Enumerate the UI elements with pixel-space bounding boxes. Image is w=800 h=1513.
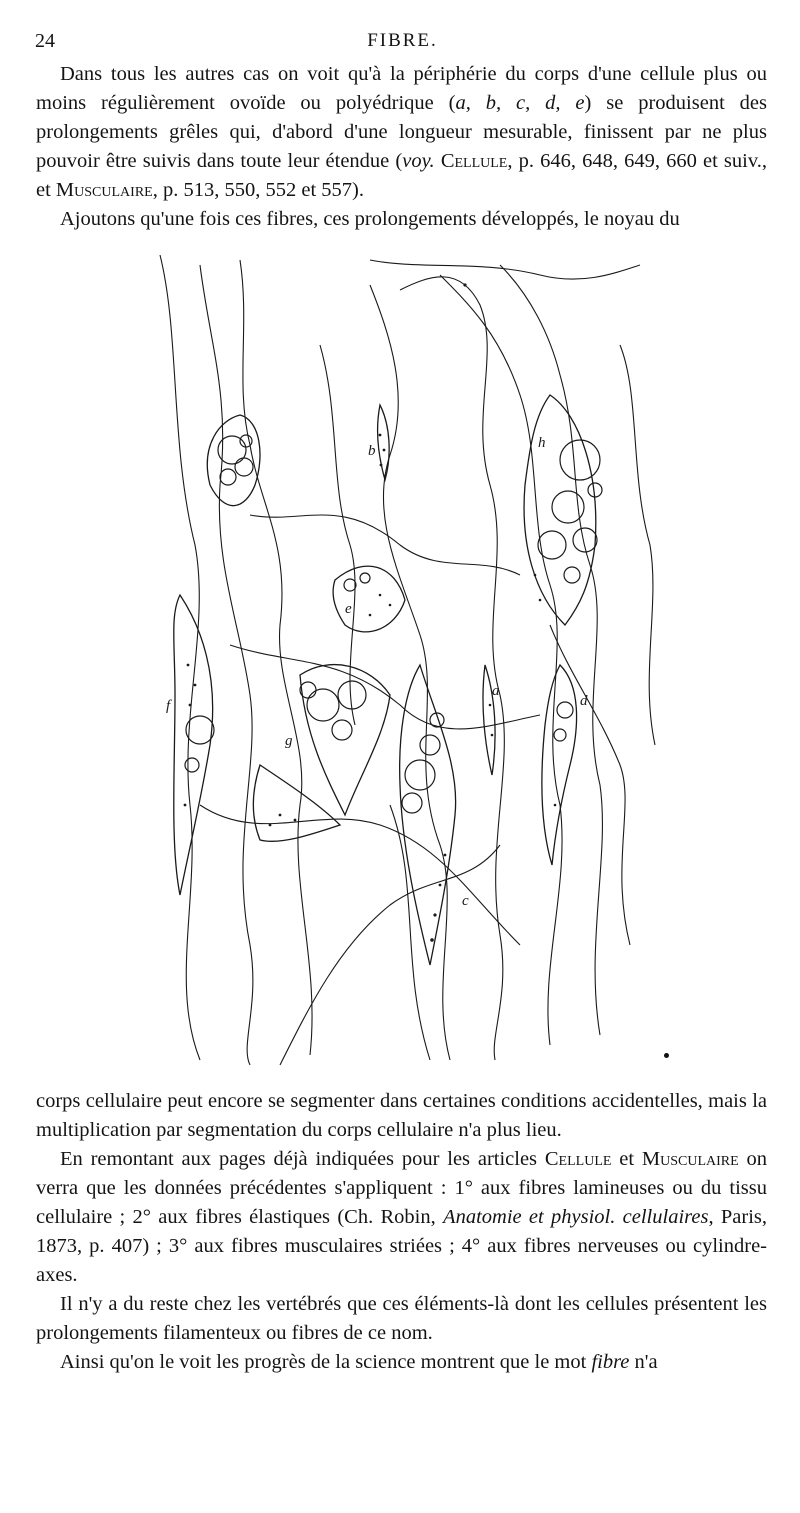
vacuole	[564, 567, 580, 583]
book-title: Anatomie et physiol. cellulaires	[443, 1206, 709, 1228]
fibre	[440, 275, 562, 1045]
label-b: b	[368, 443, 376, 459]
emphasis-fibre: fibre	[591, 1351, 630, 1373]
cell-figure	[140, 245, 680, 1075]
paragraph	[36, 60, 767, 205]
vacuole	[235, 458, 253, 476]
figure-letters: a, b, c, d, e	[455, 92, 585, 114]
granule	[444, 854, 447, 857]
granule	[439, 884, 442, 887]
vacuole	[402, 793, 422, 813]
label-e: e	[345, 601, 352, 617]
granule	[383, 449, 386, 452]
vacuole	[186, 716, 214, 744]
fibre	[160, 255, 200, 1060]
fibre	[500, 265, 602, 1035]
vacuole	[338, 681, 366, 709]
text-block-bottom	[36, 1087, 767, 1377]
granule	[489, 704, 492, 707]
text-run: En remontant aux pages déjà indiquées pour les articles	[60, 1148, 545, 1170]
cell-body-d	[542, 665, 577, 865]
granule	[430, 938, 434, 942]
fibre	[370, 285, 450, 1060]
cross-reference-cellule: Cellule	[544, 1148, 612, 1170]
cell-body-f	[174, 595, 213, 895]
paragraph: corps cellulaire peut encore se segmenter dans certaines conditions accidentelles, mais la multiplication par segmentation du corps cellulaire n'a plus lieu.	[36, 1090, 767, 1141]
label-d: d	[580, 693, 588, 709]
paragraph	[36, 1145, 767, 1290]
label-c: c	[462, 893, 469, 909]
fibre	[280, 845, 500, 1065]
cell-illustration	[140, 245, 680, 1075]
granule	[433, 913, 436, 916]
granule	[389, 604, 392, 607]
vacuoles	[185, 435, 602, 813]
granule	[269, 824, 272, 827]
vacuole	[560, 440, 600, 480]
fibre	[200, 805, 520, 945]
fibre	[320, 345, 355, 725]
paragraph	[36, 1348, 767, 1377]
vacuole	[344, 579, 356, 591]
cross-reference-cellule: Cellule	[440, 150, 508, 172]
granule	[187, 664, 190, 667]
granule	[194, 684, 197, 687]
cell-body-a	[483, 665, 495, 775]
fibre	[390, 805, 430, 1060]
fibre	[400, 277, 504, 1060]
voy-abbrev: voy.	[402, 150, 435, 172]
granule	[184, 804, 187, 807]
granule	[534, 574, 537, 577]
fibre	[250, 515, 520, 575]
granules	[184, 283, 557, 941]
paragraph: Ajoutons qu'une fois ces fibres, ces prolongements développés, le noyau du	[60, 208, 680, 230]
fibre	[550, 625, 630, 945]
cell-body	[207, 415, 260, 506]
vacuole	[185, 758, 199, 772]
vacuole	[552, 491, 584, 523]
granule	[491, 734, 494, 737]
vacuole	[240, 435, 252, 447]
cell-body-c	[400, 665, 456, 965]
vacuole	[405, 760, 435, 790]
text-run: , Paris, 1873, p. 407) ; 3° aux fibres musculaires striées ; 4° aux fibres nerveuses ou cylindre-axes.	[36, 1206, 767, 1286]
fibre	[240, 260, 312, 1055]
cross-reference-musculaire: Musculaire	[55, 179, 153, 201]
text-run: ) se produisent des prolongements grêles qui, d'abord d'une longueur mesurable, finissent par ne plus pouvoir être suivis dans toute leur étendue (	[36, 92, 767, 172]
granule	[189, 704, 192, 707]
text-run: n'a	[629, 1351, 658, 1373]
text-run: , p. 513, 550, 552 et 557).	[152, 179, 364, 201]
cell-body-h	[524, 395, 596, 625]
granule	[539, 599, 542, 602]
page-number: 24	[35, 30, 55, 52]
running-head	[35, 30, 770, 54]
text-block-top	[36, 60, 767, 234]
vacuole	[220, 469, 236, 485]
label-h: h	[538, 435, 546, 451]
vacuole	[332, 720, 352, 740]
text-run: Dans tous les autres cas on voit qu'à la périphérie du corps d'une cellule plus ou moins régulièrement ovoïde ou polyédrique (	[36, 63, 767, 114]
vacuole	[554, 729, 566, 741]
paragraph: Il n'y a du reste chez les vertébrés que ces éléments-là dont les cellules présentent les prolongements filamenteux ou fibres de ce nom.	[36, 1293, 767, 1344]
text-run: et	[611, 1148, 642, 1170]
granule	[379, 434, 382, 437]
vacuole	[300, 682, 316, 698]
cell-bodies	[174, 395, 596, 965]
vacuole	[360, 573, 370, 583]
cross-reference-musculaire: Musculaire	[641, 1148, 739, 1170]
label-f: f	[166, 698, 171, 714]
vacuole	[307, 689, 339, 721]
page-title: FIBRE.	[367, 30, 438, 51]
vacuole	[557, 702, 573, 718]
ink-speck	[664, 1053, 669, 1058]
text-run: Ainsi qu'on le voit les progrès de la science montrent que le mot	[60, 1351, 592, 1373]
vacuole	[538, 531, 566, 559]
granule	[463, 283, 466, 286]
granule	[379, 594, 382, 597]
label-g: g	[285, 733, 293, 749]
vacuole	[420, 735, 440, 755]
granule	[369, 614, 372, 617]
granule	[554, 804, 557, 807]
text-run: on verra que les données précédentes s'appliquent : 1° aux fibres lamineuses ou du tissu cellulaire ; 2° aux fibres élastiques (Ch. Robin,	[36, 1148, 768, 1228]
granule	[380, 464, 383, 467]
figure-labels	[166, 435, 588, 909]
cell-body-b	[378, 405, 390, 480]
granule	[294, 819, 297, 822]
label-a: a	[492, 683, 500, 699]
granule	[279, 814, 282, 817]
fibre-lines	[160, 255, 655, 1065]
fibre	[620, 345, 655, 745]
text-run: , p. 646, 648, 649, 660 et suiv., et	[36, 150, 767, 201]
